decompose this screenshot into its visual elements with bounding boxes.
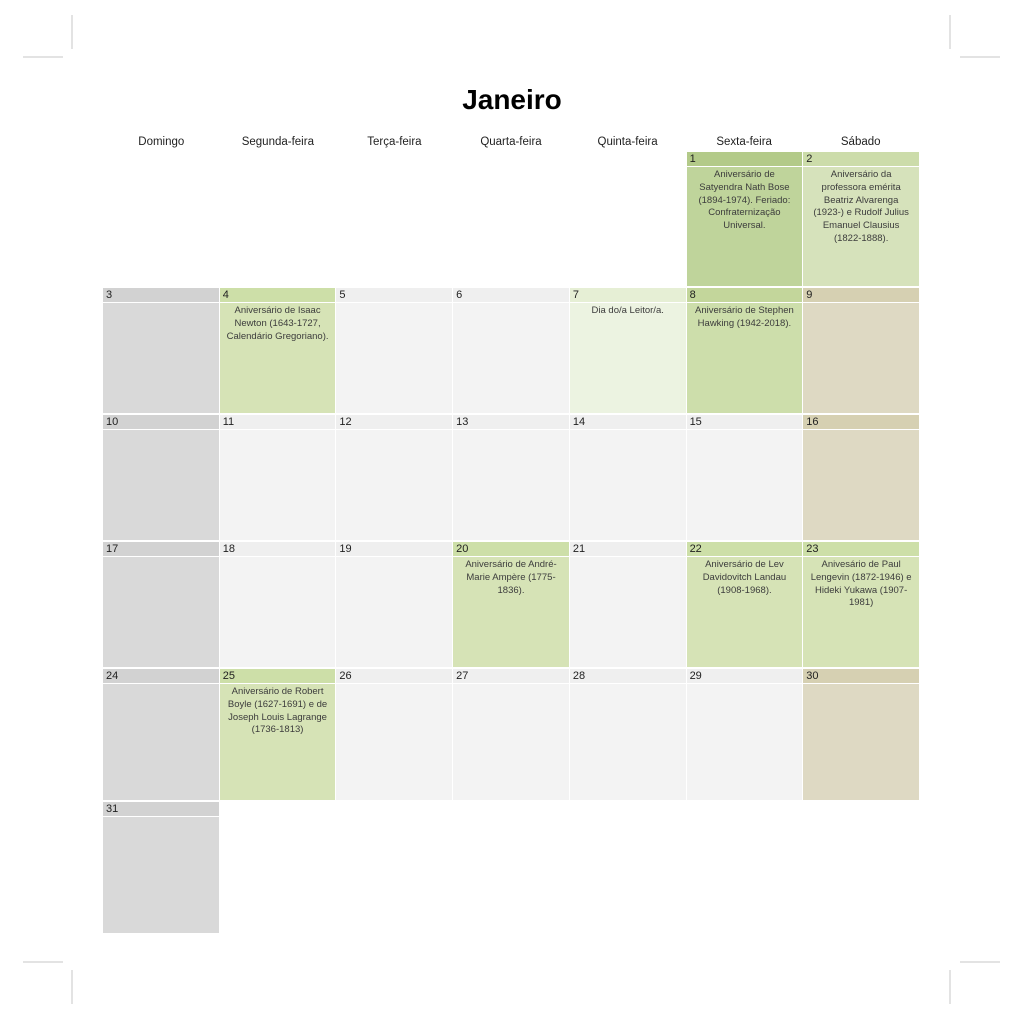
day-number: 27 [453, 669, 569, 683]
blank-cell [453, 802, 569, 933]
day-cell-2 [803, 152, 919, 286]
day-cell-10 [103, 415, 219, 540]
day-cell-18 [220, 542, 336, 667]
crop-mark-top-right-vertical [949, 15, 951, 49]
day-cell-23 [803, 542, 919, 667]
day-cell-31 [103, 802, 219, 933]
day-number: 28 [570, 669, 686, 683]
blank-cell [453, 152, 569, 286]
day-cell-22 [687, 542, 803, 667]
blank-cell [570, 152, 686, 286]
weekday-header-3: Terça-feira [367, 135, 422, 148]
day-body [336, 430, 452, 540]
day-number: 17 [103, 542, 219, 556]
crop-mark-bottom-right-horizontal [960, 961, 1000, 963]
day-cell-17 [103, 542, 219, 667]
day-number: 30 [803, 669, 919, 683]
day-number: 11 [220, 415, 336, 429]
day-cell-9 [803, 288, 919, 413]
day-number: 2 [803, 152, 919, 166]
crop-mark-top-left-vertical [71, 15, 73, 49]
weekday-header-5: Quinta-feira [597, 135, 658, 148]
day-cell-15 [687, 415, 803, 540]
day-number: 26 [336, 669, 452, 683]
day-number: 3 [103, 288, 219, 302]
day-cell-6 [453, 288, 569, 413]
day-cell-8 [687, 288, 803, 413]
day-number: 14 [570, 415, 686, 429]
day-cell-1 [687, 152, 803, 286]
weekday-header-6: Sexta-feira [716, 135, 772, 148]
blank-cell [103, 152, 219, 286]
day-cell-29 [687, 669, 803, 800]
day-cell-14 [570, 415, 686, 540]
day-cell-7 [570, 288, 686, 413]
day-number: 19 [336, 542, 452, 556]
day-number: 31 [103, 802, 219, 816]
event-text: Aniversário da professora emérita Beatriz Alvarenga (1923-) e Rudolf Julius Emanuel Clausius (1822-1888). [803, 167, 919, 286]
day-body [103, 817, 219, 933]
day-cell-16 [803, 415, 919, 540]
day-cell-5 [336, 288, 452, 413]
day-cell-25 [220, 669, 336, 800]
day-body [103, 303, 219, 413]
day-cell-12 [336, 415, 452, 540]
event-text: Dia do/a Leitor/a. [570, 303, 686, 413]
day-number: 9 [803, 288, 919, 302]
calendar-grid [103, 131, 919, 933]
day-body [103, 557, 219, 667]
day-number: 20 [453, 542, 569, 556]
day-number: 15 [687, 415, 803, 429]
day-cell-20 [453, 542, 569, 667]
day-body [570, 430, 686, 540]
weekday-header-2: Segunda-feira [241, 135, 314, 148]
event-text: Aniversário de Lev Davidovitch Landau (1908-1968). [687, 557, 803, 667]
day-body [453, 684, 569, 800]
day-number: 10 [103, 415, 219, 429]
blank-cell [220, 802, 336, 933]
event-text: Aniversário de Robert Boyle (1627-1691) e de Joseph Louis Lagrange (1736-1813) [220, 684, 336, 800]
day-body [336, 303, 452, 413]
blank-cell [336, 152, 452, 286]
day-body [453, 303, 569, 413]
blank-cell [220, 152, 336, 286]
day-cell-4 [220, 288, 336, 413]
event-text: Anivesário de Paul Lengevin (1872-1946) e Hideki Yukawa (1907-1981) [803, 557, 919, 667]
day-body [570, 557, 686, 667]
weekday-header-row [103, 131, 919, 152]
day-cell-19 [336, 542, 452, 667]
day-cell-28 [570, 669, 686, 800]
day-body [687, 430, 803, 540]
day-cell-3 [103, 288, 219, 413]
blank-cell [336, 802, 452, 933]
blank-cell [687, 802, 803, 933]
day-body [336, 684, 452, 800]
crop-mark-top-right-horizontal [960, 56, 1000, 58]
calendar-weeks [103, 152, 919, 933]
weekday-header-7: Sábado [840, 135, 881, 148]
day-body [803, 430, 919, 540]
day-number: 16 [803, 415, 919, 429]
day-body [453, 430, 569, 540]
day-cell-27 [453, 669, 569, 800]
day-number: 7 [570, 288, 686, 302]
day-body [803, 303, 919, 413]
crop-mark-top-left-horizontal [23, 56, 63, 58]
day-number: 23 [803, 542, 919, 556]
day-body [220, 557, 336, 667]
day-number: 29 [687, 669, 803, 683]
week-row-4 [103, 542, 919, 667]
day-body [687, 684, 803, 800]
day-body [803, 684, 919, 800]
event-text: Aniversário de Satyendra Nath Bose (1894-1974). Feriado: Confraternização Universal. [687, 167, 803, 286]
day-body [336, 557, 452, 667]
day-number: 25 [220, 669, 336, 683]
page-title: Janeiro [462, 84, 562, 115]
day-cell-30 [803, 669, 919, 800]
day-number: 13 [453, 415, 569, 429]
day-body [103, 430, 219, 540]
day-number: 5 [336, 288, 452, 302]
day-number: 21 [570, 542, 686, 556]
day-body [570, 684, 686, 800]
day-number: 12 [336, 415, 452, 429]
blank-cell [803, 802, 919, 933]
day-number: 6 [453, 288, 569, 302]
week-row-6 [103, 802, 919, 933]
weekday-header-4: Quarta-feira [480, 135, 542, 148]
week-row-2 [103, 288, 919, 413]
day-number: 18 [220, 542, 336, 556]
event-text: Aniversário de Isaac Newton (1643-1727, Calendário Gregoriano). [220, 303, 336, 413]
week-row-1 [103, 152, 919, 286]
day-number: 1 [687, 152, 803, 166]
week-row-5 [103, 669, 919, 800]
blank-cell [570, 802, 686, 933]
crop-mark-bottom-left-vertical [71, 970, 73, 1004]
day-cell-26 [336, 669, 452, 800]
week-row-3 [103, 415, 919, 540]
event-text: Aniversário de Stephen Hawking (1942-2018). [687, 303, 803, 413]
weekday-header-1: Domingo [138, 135, 185, 148]
day-cell-21 [570, 542, 686, 667]
crop-mark-bottom-right-vertical [949, 970, 951, 1004]
day-cell-13 [453, 415, 569, 540]
day-body [220, 430, 336, 540]
day-cell-11 [220, 415, 336, 540]
day-number: 24 [103, 669, 219, 683]
event-text: Aniversário de André-Marie Ampère (1775-1836). [453, 557, 569, 667]
crop-mark-bottom-left-horizontal [23, 961, 63, 963]
day-number: 22 [687, 542, 803, 556]
day-cell-24 [103, 669, 219, 800]
day-body [103, 684, 219, 800]
day-number: 4 [220, 288, 336, 302]
day-number: 8 [687, 288, 803, 302]
